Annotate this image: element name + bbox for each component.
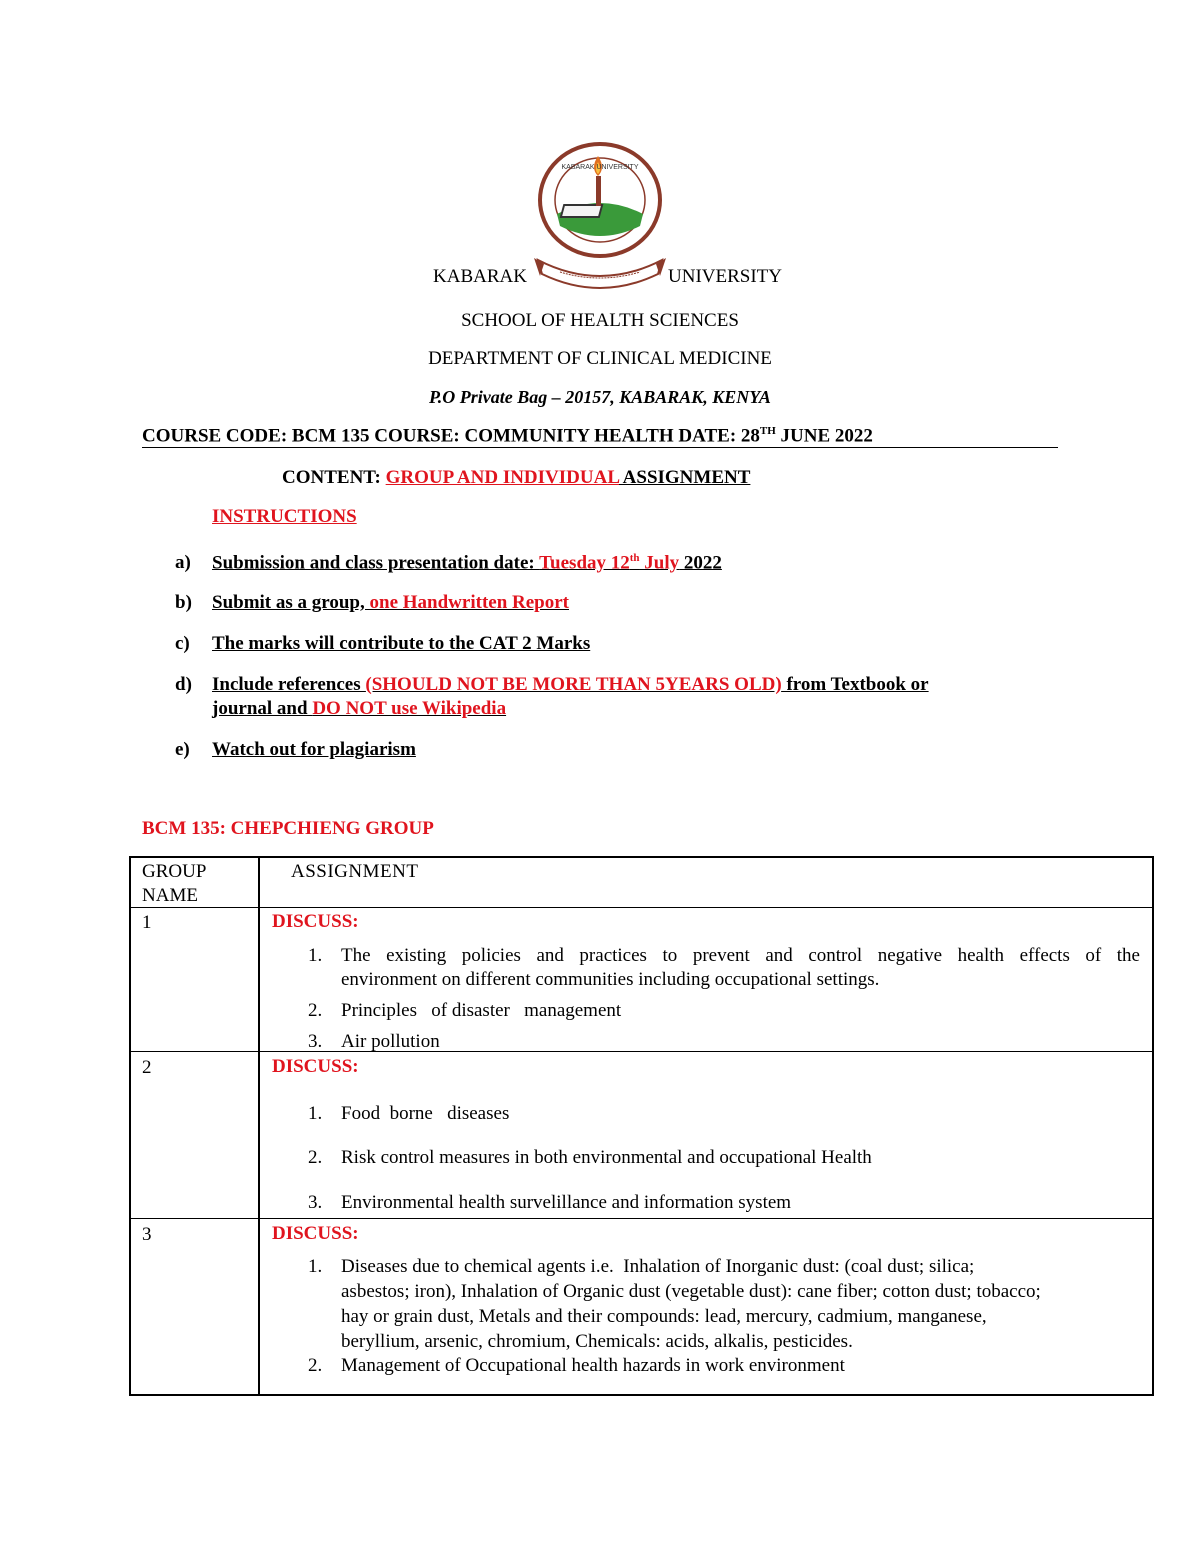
item-number: 3. (308, 1192, 323, 1213)
item-number: 1. (308, 945, 323, 966)
instruction-red-sup: th (629, 552, 640, 564)
item-number: 1. (308, 1256, 323, 1277)
instruction-red-end: July (639, 552, 680, 574)
header-name: NAME (142, 885, 198, 906)
item-number: 2. (308, 1000, 323, 1021)
instruction-label: a) (175, 552, 191, 573)
group-title: BCM 135: CHEPCHIENG GROUP (142, 818, 434, 839)
row-3-item-1b: asbestos; iron), Inhalation of Organic dust (vegetable dust): cane fiber; cotton dust; tobacco; (341, 1281, 1041, 1302)
item-number: 3. (308, 1031, 323, 1052)
item-number: 2. (308, 1147, 323, 1168)
row-divider (129, 1051, 1154, 1052)
row-3-item-2: Management of Occupational health hazards in work environment (341, 1355, 845, 1376)
instruction-text: The marks will contribute to the CAT 2 Marks (212, 633, 591, 654)
address: P.O Private Bag – 20157, KABARAK, KENYA (429, 387, 771, 407)
header-group: GROUP (142, 861, 207, 882)
row-1-item-3: Air pollution (341, 1031, 440, 1052)
content-line (282, 467, 750, 489)
row-3-item-1c: hay or grain dust, Metals and their compounds: lead, mercury, cadmium, manganese, (341, 1306, 987, 1327)
row-1-item-2: Principles of disaster management (341, 1000, 622, 1021)
row-1-item-1a: The existing policies and practices to prevent and control negative health effects of the (341, 945, 1140, 966)
row-2-discuss: DISCUSS: (272, 1056, 359, 1077)
instruction-label: e) (175, 739, 190, 760)
row-divider (129, 907, 1154, 908)
course-line-sup: TH (759, 425, 776, 437)
department-name: DEPARTMENT OF CLINICAL MEDICINE (428, 348, 772, 369)
kabarak-university-logo (530, 142, 670, 290)
row-1-item-1b: environment on different communities including occupational settings. (341, 969, 880, 990)
row-3-discuss: DISCUSS: (272, 1223, 359, 1244)
instruction-line2-red: DO NOT use Wikipedia (312, 698, 507, 719)
row-2-group: 2 (142, 1057, 152, 1078)
content-red: GROUP AND INDIVIDUAL (385, 467, 619, 488)
row-2-item-3: Environmental health survelillance and information system (341, 1192, 792, 1213)
instruction-text: Submission and class presentation date: (212, 552, 540, 574)
column-divider (258, 856, 260, 1396)
row-divider (129, 1218, 1154, 1219)
university-name-right: UNIVERSITY (668, 266, 782, 287)
instruction-label: c) (175, 633, 190, 654)
instruction-text: Submit as a group, (212, 592, 370, 613)
row-1-discuss: DISCUSS: (272, 911, 359, 932)
row-3-group: 3 (142, 1224, 152, 1245)
row-3-item-1d: beryllium, arsenic, chromium, Chemicals: acids, alkalis, pesticides. (341, 1331, 853, 1352)
row-2-item-2: Risk control measures in both environmental and occupational Health (341, 1147, 872, 1168)
row-1-group: 1 (142, 912, 152, 933)
svg-text:KABARAK UNIVERSITY: KABARAK UNIVERSITY (561, 164, 639, 171)
instruction-end: 2022 (679, 552, 722, 574)
item-number: 2. (308, 1355, 323, 1376)
instructions-title: INSTRUCTIONS (212, 506, 357, 527)
instruction-label: b) (175, 592, 192, 613)
row-2-item-1: Food borne diseases (341, 1103, 510, 1124)
instruction-text: Watch out for plagiarism (212, 739, 416, 760)
instruction-red: Tuesday 12 (539, 552, 630, 574)
course-line-end: JUNE 2022 (775, 425, 873, 447)
row-3-item-1a: Diseases due to chemical agents i.e. Inhalation of Inorganic dust: (coal dust; silica; (341, 1256, 975, 1277)
instruction-red: one Handwritten Report (369, 592, 569, 613)
content-label: CONTENT: (282, 467, 386, 488)
instruction-label: d) (175, 674, 192, 695)
course-line (142, 425, 1058, 448)
course-line-text: COURSE CODE: BCM 135 COURSE: COMMUNITY HEALTH DATE: 28 (142, 425, 760, 447)
item-number: 1. (308, 1103, 323, 1124)
school-name: SCHOOL OF HEALTH SCIENCES (461, 310, 739, 331)
instruction-line2: journal and (212, 698, 313, 719)
university-name-left: KABARAK (433, 266, 527, 287)
instruction-red: (SHOULD NOT BE MORE THAN 5YEARS OLD) (365, 674, 782, 695)
header-assignment: ASSIGNMENT (291, 861, 419, 882)
instruction-end: from Textbook or (781, 674, 929, 695)
content-end: ASSIGNMENT (618, 467, 751, 488)
instruction-text: Include references (212, 674, 366, 695)
